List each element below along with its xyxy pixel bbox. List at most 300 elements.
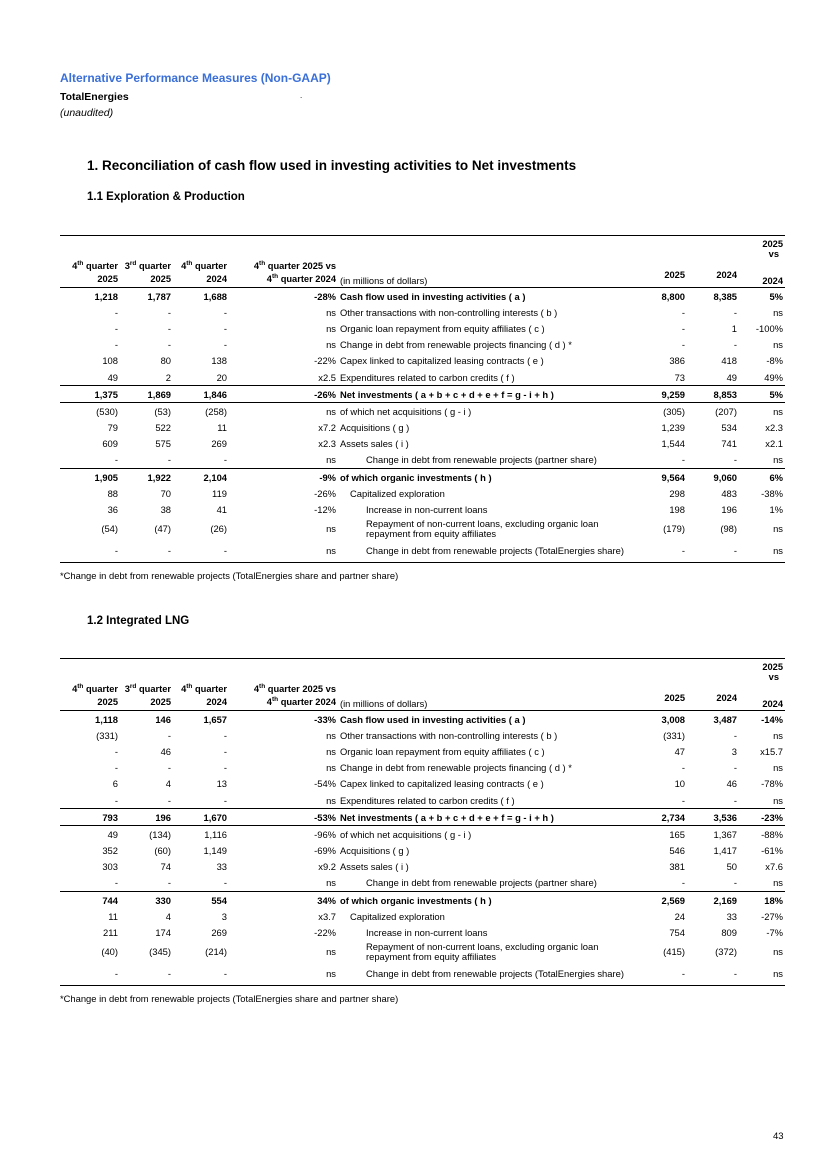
cell-quarter-vs: ns — [326, 794, 336, 806]
cell-y2025: 381 — [669, 861, 685, 873]
cell-year-vs: -8% — [766, 355, 783, 367]
cell-q3-2025: 70 — [160, 487, 171, 499]
cell-q4-2025: 303 — [102, 861, 118, 873]
cell-year-vs: -27% — [761, 910, 783, 922]
cell-quarter-vs: -26% — [314, 487, 336, 499]
cell-y2024: - — [733, 339, 737, 351]
cell-y2025: 8,800 — [661, 290, 685, 302]
cell-q4-2024: - — [223, 339, 227, 351]
cell-q4-2025: - — [114, 339, 118, 351]
cell-y2024: - — [687, 540, 739, 563]
cell-y2025: 9,564 — [635, 469, 687, 486]
cell-quarter-vs: ns — [326, 454, 336, 466]
table-row-renewable-partner — [60, 875, 785, 892]
cell-q4-2025: 1,375 — [60, 386, 120, 403]
table-row-renewable-financing — [60, 760, 785, 776]
cell-label: Capitalized exploration — [350, 487, 445, 499]
cell-year-vs: ns — [773, 762, 783, 774]
cell-y2025: 9,259 — [635, 386, 687, 403]
cell-q3-2025: - — [167, 794, 171, 806]
cell-y2024: 3,536 — [687, 809, 739, 826]
cell-quarter-vs: -54% — [314, 778, 336, 790]
col-header-q4-2025: 4th quarter 2025 — [60, 260, 120, 288]
cell-year-vs: ns — [773, 339, 783, 351]
cell-y2024: (207) — [687, 403, 739, 420]
cell-y2024: 1 — [731, 322, 737, 334]
cell-quarter-vs: ns — [326, 523, 336, 535]
cell-year-vs: x15.7 — [760, 745, 783, 757]
cell-q3-2025: - — [167, 729, 171, 741]
cell-q4-2025: (530) — [60, 403, 120, 420]
cell-q3-2025: - — [167, 762, 171, 774]
cell-q4-2024: 1,149 — [203, 845, 227, 857]
cell-label: Organic loan repayment from equity affiliates ( c ) — [340, 745, 545, 757]
cell-y2024: 534 — [721, 422, 737, 434]
cell-y2025: (179) — [663, 523, 685, 535]
cell-y2025: 3,008 — [661, 713, 685, 725]
cell-y2024: 9,060 — [687, 469, 739, 486]
col-header-units: (in millions of dollars) — [338, 260, 635, 288]
cell-y2024: 50 — [726, 861, 737, 873]
table-row-capitalized-exploration — [60, 485, 785, 501]
cell-q4-2024: 11 — [217, 422, 227, 434]
cell-year-vs: ns — [773, 794, 783, 806]
table-row-net-acquisitions — [60, 403, 785, 420]
cell-y2024: 46 — [726, 778, 737, 790]
cell-y2024: 8,385 — [713, 290, 737, 302]
table-row-renewable-partner — [60, 452, 785, 469]
cell-year-vs: ns — [773, 306, 783, 318]
table-row-renewable-te-share — [60, 540, 785, 563]
cell-label: Cash flow used in investing activities ( a ) — [340, 713, 526, 725]
col-header-year-vs-year: 2024 — [739, 260, 785, 288]
cell-q4-2025: 1,905 — [60, 469, 120, 486]
cell-label: Expenditures related to carbon credits ( f ) — [340, 371, 515, 383]
cell-q4-2025: - — [114, 794, 118, 806]
cell-quarter-vs: ns — [229, 963, 338, 986]
table-row-renewable-te-share — [60, 963, 785, 986]
cell-y2024: - — [733, 306, 737, 318]
cell-q4-2024: (214) — [205, 946, 227, 958]
cell-q4-2024: 1,657 — [203, 713, 227, 725]
cell-q3-2025: 2 — [165, 371, 171, 383]
table-row-net-investments — [60, 386, 785, 403]
cell-y2025: (305) — [635, 403, 687, 420]
cell-q4-2024: 20 — [216, 371, 227, 383]
col-header-2024: 2024 — [687, 683, 739, 711]
cell-q3-2025: - — [120, 963, 173, 986]
table-row-repayment-loans — [60, 941, 785, 963]
cell-q4-2025: 88 — [107, 487, 118, 499]
cell-quarter-vs: -26% — [229, 386, 338, 403]
cell-label: Change in debt from renewable projects (partner share) — [366, 454, 597, 466]
cell-year-vs: -14% — [761, 713, 783, 725]
cell-q4-2024: 1,670 — [173, 809, 229, 826]
cell-y2024: 196 — [721, 504, 737, 516]
cell-y2025: (415) — [663, 946, 685, 958]
cell-y2024: - — [733, 794, 737, 806]
cell-quarter-vs: -22% — [314, 927, 336, 939]
cell-q4-2025: 1,118 — [95, 713, 118, 725]
cell-y2024: - — [733, 729, 737, 741]
cell-y2024: (98) — [720, 523, 737, 535]
table-row-increase-loans — [60, 501, 785, 517]
table-row-capitalized-exploration — [60, 908, 785, 924]
cell-q3-2025: (47) — [154, 523, 171, 535]
table-row-net-investments — [60, 809, 785, 826]
col-header-year-vs-year: 2024 — [739, 683, 785, 711]
cell-q4-2024: 269 — [211, 438, 227, 450]
cell-y2025: (331) — [663, 729, 685, 741]
cell-q4-2025: 6 — [112, 778, 118, 790]
table-row-cash-flow-investing — [60, 288, 785, 305]
cell-q4-2025: 352 — [102, 845, 118, 857]
cell-q4-2025: 1,218 — [94, 290, 118, 302]
cell-year-vs: -7% — [766, 927, 783, 939]
cell-q4-2025: 79 — [107, 422, 118, 434]
cell-q4-2025: 108 — [102, 355, 118, 367]
cell-quarter-vs: -69% — [314, 845, 336, 857]
cell-q4-2025: 36 — [107, 504, 118, 516]
footnote-exploration-production: *Change in debt from renewable projects (TotalEnergies share and partner share) — [60, 570, 399, 581]
cell-y2025: 1,544 — [661, 438, 685, 450]
table-row-non-controlling — [60, 304, 785, 320]
cell-q4-2025: - — [114, 745, 118, 757]
cell-q4-2024: (26) — [210, 523, 227, 535]
col-header-q3-2025: 3rd quarter 2025 — [120, 683, 173, 711]
cell-label: Other transactions with non-controlling interests ( b ) — [340, 729, 558, 741]
cell-q4-2024: - — [223, 794, 227, 806]
col-header-2025: 2025 — [635, 683, 687, 711]
cell-quarter-vs: -96% — [229, 826, 338, 843]
cell-q3-2025: 4 — [165, 778, 171, 790]
col-header-2024: 2024 — [687, 260, 739, 288]
cell-year-vs: 5% — [769, 290, 783, 302]
cell-y2025: 1,239 — [661, 422, 685, 434]
cell-q3-2025: 522 — [155, 422, 171, 434]
cell-quarter-vs: ns — [326, 729, 336, 741]
cell-q3-2025: 4 — [165, 910, 171, 922]
cell-year-vs: -78% — [761, 778, 783, 790]
cell-y2024: 8,853 — [687, 386, 739, 403]
report-title: Alternative Performance Measures (Non-GAAP) — [60, 71, 331, 85]
cell-q3-2025: (134) — [120, 826, 173, 843]
cell-quarter-vs: ns — [326, 339, 336, 351]
cell-q4-2025: 49 — [107, 371, 118, 383]
cell-y2025: 546 — [669, 845, 685, 857]
cell-label: of which organic investments ( h ) — [338, 469, 635, 486]
cell-label: Assets sales ( i ) — [340, 861, 409, 873]
cell-y2024: 3,487 — [713, 713, 737, 725]
cell-q4-2025: 609 — [102, 438, 118, 450]
cell-quarter-vs: x2.5 — [318, 371, 336, 383]
cell-label: Net investments ( a + b + c + d + e + f = g - i + h ) — [338, 386, 635, 403]
cell-quarter-vs: ns — [326, 877, 336, 889]
table-row-carbon-credits — [60, 792, 785, 809]
cell-y2024: 418 — [721, 355, 737, 367]
cell-year-vs: ns — [773, 946, 783, 958]
cell-q3-2025: 174 — [155, 927, 171, 939]
cell-q4-2025: - — [114, 322, 118, 334]
table-row-carbon-credits — [60, 369, 785, 386]
cell-label: Capex linked to capitalized leasing contracts ( e ) — [340, 355, 544, 367]
cell-y2025: - — [681, 794, 685, 806]
cell-q3-2025: 80 — [160, 355, 171, 367]
cell-quarter-vs: ns — [326, 745, 336, 757]
header-dot: . — [300, 91, 303, 100]
footnote-integrated-lng: *Change in debt from renewable projects (TotalEnergies share and partner share) — [60, 993, 399, 1004]
cell-label: Expenditures related to carbon credits ( f ) — [340, 794, 515, 806]
cell-quarter-vs: ns — [229, 403, 338, 420]
table-row-asset-sales — [60, 436, 785, 452]
cell-year-vs: 18% — [739, 892, 785, 909]
cell-label: Repayment of non-current loans, excluding organic loan repayment from equity affiliates — [366, 940, 599, 962]
cell-label: Change in debt from renewable projects financing ( d ) * — [340, 339, 572, 351]
cell-label: Net investments ( a + b + c + d + e + f = g - i + h ) — [338, 809, 635, 826]
cell-q3-2025: - — [167, 339, 171, 351]
cell-q4-2025: - — [114, 877, 118, 889]
cell-q4-2025: - — [114, 306, 118, 318]
cell-q3-2025: (60) — [154, 845, 171, 857]
cell-label: Change in debt from renewable projects (partner share) — [366, 877, 597, 889]
cell-q4-2025: 49 — [60, 826, 120, 843]
cell-q4-2024: (258) — [173, 403, 229, 420]
cell-quarter-vs: ns — [229, 540, 338, 563]
cell-q4-2024: - — [173, 540, 229, 563]
cell-q3-2025: 74 — [160, 861, 171, 873]
table-row-increase-loans — [60, 924, 785, 940]
cell-q4-2025: 11 — [108, 910, 118, 922]
cell-year-vs: -61% — [761, 845, 783, 857]
table-row-organic-investments — [60, 892, 785, 909]
cell-y2025: - — [681, 877, 685, 889]
cell-year-vs: ns — [773, 523, 783, 535]
page-number: 43 — [773, 1131, 784, 1142]
cell-y2024: 483 — [721, 487, 737, 499]
cell-quarter-vs: ns — [326, 762, 336, 774]
cell-label: Repayment of non-current loans, excluding organic loan repayment from equity affiliates — [366, 517, 599, 539]
cell-label: Increase in non-current loans — [366, 504, 488, 516]
cell-label: Change in debt from renewable projects financing ( d ) * — [340, 762, 572, 774]
cell-label: Other transactions with non-controlling interests ( b ) — [340, 306, 558, 318]
cell-q3-2025: 330 — [120, 892, 173, 909]
table-row-repayment-loans — [60, 518, 785, 540]
cell-y2025: - — [635, 963, 687, 986]
cell-q4-2025: (54) — [101, 523, 118, 535]
heading-exploration-production: 1.1 Exploration & Production — [87, 191, 245, 203]
cell-y2025: 2,569 — [635, 892, 687, 909]
cell-q3-2025: 1,922 — [120, 469, 173, 486]
col-header-quarter-vs: 4th quarter 2025 vs 4th quarter 2024 — [229, 260, 338, 288]
cell-label: Acquisitions ( g ) — [340, 845, 410, 857]
cell-quarter-vs: ns — [326, 946, 336, 958]
cell-q4-2024: - — [173, 963, 229, 986]
cell-q4-2025: - — [60, 540, 120, 563]
cell-q4-2024: 119 — [212, 487, 227, 499]
cell-y2025: 47 — [674, 745, 685, 757]
cell-q4-2024: - — [223, 877, 227, 889]
cell-q3-2025: 196 — [120, 809, 173, 826]
cell-y2024: 33 — [726, 910, 737, 922]
cell-year-vs: 5% — [739, 386, 785, 403]
cell-label: Change in debt from renewable projects (TotalEnergies share) — [338, 963, 635, 986]
cell-q4-2024: - — [223, 729, 227, 741]
col-header-year-vs: 2025 vs — [739, 236, 785, 261]
table-row-capex-leasing — [60, 353, 785, 369]
col-header-units: (in millions of dollars) — [338, 683, 635, 711]
cell-year-vs: 1% — [769, 504, 783, 516]
cell-y2025: - — [681, 762, 685, 774]
cell-q3-2025: 38 — [160, 504, 171, 516]
col-header-2025: 2025 — [635, 260, 687, 288]
cell-quarter-vs: -22% — [314, 355, 336, 367]
cell-label: Change in debt from renewable projects (TotalEnergies share) — [338, 540, 635, 563]
cell-y2024: 741 — [721, 438, 737, 450]
table-row-acquisitions — [60, 843, 785, 859]
cell-quarter-vs: -33% — [314, 713, 336, 725]
cell-q4-2025: 744 — [60, 892, 120, 909]
cell-q4-2024: 138 — [211, 355, 227, 367]
cell-year-vs: -23% — [739, 809, 785, 826]
cell-y2025: 2,734 — [635, 809, 687, 826]
cell-q3-2025: - — [167, 306, 171, 318]
cell-year-vs: x2.1 — [765, 438, 783, 450]
cell-y2025: 10 — [674, 778, 685, 790]
cell-q4-2024: 41 — [216, 504, 227, 516]
table-row-organic-loan — [60, 743, 785, 759]
cell-q3-2025: - — [167, 877, 171, 889]
cell-label: Increase in non-current loans — [366, 927, 488, 939]
cell-q3-2025: 1,787 — [147, 290, 171, 302]
table-row-asset-sales — [60, 859, 785, 875]
cell-q4-2024: 13 — [216, 778, 227, 790]
cell-y2024: 1,367 — [687, 826, 739, 843]
cell-year-vs: ns — [739, 540, 785, 563]
cell-quarter-vs: x9.2 — [318, 861, 336, 873]
cell-q4-2024: 33 — [216, 861, 227, 873]
cell-year-vs: ns — [773, 729, 783, 741]
cell-q3-2025: - — [167, 322, 171, 334]
cell-y2024: - — [733, 877, 737, 889]
cell-y2024: - — [687, 963, 739, 986]
table-row-acquisitions — [60, 420, 785, 436]
cell-year-vs: -100% — [755, 322, 783, 334]
cell-y2025: - — [681, 454, 685, 466]
cell-y2024: 3 — [731, 745, 737, 757]
cell-q4-2025: 793 — [60, 809, 120, 826]
cell-q4-2024: 269 — [211, 927, 227, 939]
cell-q4-2024: 3 — [221, 910, 227, 922]
col-header-q4-2025: 4th quarter 2025 — [60, 683, 120, 711]
cell-year-vs: ns — [739, 963, 785, 986]
cell-y2024: 1,417 — [713, 845, 737, 857]
cell-q4-2024: - — [223, 322, 227, 334]
cell-q3-2025: 1,869 — [120, 386, 173, 403]
table-row-capex-leasing — [60, 776, 785, 792]
cell-label: Capitalized exploration — [350, 910, 445, 922]
cell-q4-2025: 211 — [103, 927, 118, 939]
table-row-renewable-financing — [60, 337, 785, 353]
cell-q4-2024: - — [223, 745, 227, 757]
cell-label: of which organic investments ( h ) — [338, 892, 635, 909]
table-row-organic-investments — [60, 469, 785, 486]
cell-q3-2025: 575 — [155, 438, 171, 450]
cell-y2024: (372) — [715, 946, 737, 958]
table-row-cash-flow-investing — [60, 711, 785, 728]
cell-label: Capex linked to capitalized leasing contracts ( e ) — [340, 778, 544, 790]
col-header-q3-2025: 3rd quarter 2025 — [120, 260, 173, 288]
cell-q4-2024: 1,116 — [173, 826, 229, 843]
cell-q3-2025: - — [167, 454, 171, 466]
col-header-q4-2024: 4th quarter 2024 — [173, 683, 229, 711]
cell-q4-2024: - — [223, 762, 227, 774]
cell-y2025: - — [681, 306, 685, 318]
cell-q4-2024: 2,104 — [173, 469, 229, 486]
cell-q3-2025: (53) — [120, 403, 173, 420]
cell-year-vs: -88% — [739, 826, 785, 843]
cell-label: Assets sales ( i ) — [340, 438, 409, 450]
heading-integrated-lng: 1.2 Integrated LNG — [87, 615, 190, 627]
cell-y2025: 73 — [674, 371, 685, 383]
cell-label: Acquisitions ( g ) — [340, 422, 410, 434]
col-header-quarter-vs: 4th quarter 2025 vs 4th quarter 2024 — [229, 683, 338, 711]
cell-year-vs: ns — [773, 454, 783, 466]
cell-quarter-vs: x7.2 — [318, 422, 336, 434]
cell-q4-2024: - — [223, 306, 227, 318]
col-header-year-vs: 2025 vs — [739, 659, 785, 684]
cell-quarter-vs: ns — [326, 306, 336, 318]
cell-label: Organic loan repayment from equity affiliates ( c ) — [340, 322, 545, 334]
cell-y2025: 754 — [669, 927, 685, 939]
cell-q3-2025: 146 — [155, 713, 171, 725]
cell-quarter-vs: -12% — [314, 504, 336, 516]
cell-quarter-vs: x3.7 — [318, 910, 336, 922]
cell-quarter-vs: x2.3 — [318, 438, 336, 450]
table-exploration-production — [60, 235, 785, 563]
cell-y2025: - — [635, 540, 687, 563]
cell-year-vs: -38% — [761, 487, 783, 499]
cell-q4-2025: - — [114, 762, 118, 774]
cell-year-vs: ns — [739, 403, 785, 420]
cell-y2025: 298 — [669, 487, 685, 499]
cell-y2025: 386 — [669, 355, 685, 367]
cell-y2025: - — [681, 339, 685, 351]
cell-quarter-vs: -28% — [314, 290, 336, 302]
cell-q4-2025: - — [60, 963, 120, 986]
cell-quarter-vs: -53% — [229, 809, 338, 826]
cell-y2024: - — [733, 762, 737, 774]
cell-year-vs: x7.6 — [765, 861, 783, 873]
cell-quarter-vs: 34% — [229, 892, 338, 909]
cell-quarter-vs: ns — [326, 322, 336, 334]
cell-y2025: - — [681, 322, 685, 334]
cell-label: of which net acquisitions ( g - i ) — [338, 403, 635, 420]
cell-q4-2024: 554 — [173, 892, 229, 909]
table-row-net-acquisitions — [60, 826, 785, 843]
cell-q4-2025: (331) — [96, 729, 118, 741]
cell-y2024: - — [733, 454, 737, 466]
cell-y2025: 198 — [669, 504, 685, 516]
table-row-non-controlling — [60, 727, 785, 743]
col-header-q4-2024: 4th quarter 2024 — [173, 260, 229, 288]
cell-q3-2025: - — [120, 540, 173, 563]
company-name: TotalEnergies — [60, 91, 129, 103]
cell-year-vs: 6% — [739, 469, 785, 486]
cell-q4-2024: - — [223, 454, 227, 466]
section-title: 1. Reconciliation of cash flow used in investing activities to Net investments — [87, 158, 577, 173]
cell-q4-2025: (40) — [101, 946, 118, 958]
cell-year-vs: x2.3 — [765, 422, 783, 434]
